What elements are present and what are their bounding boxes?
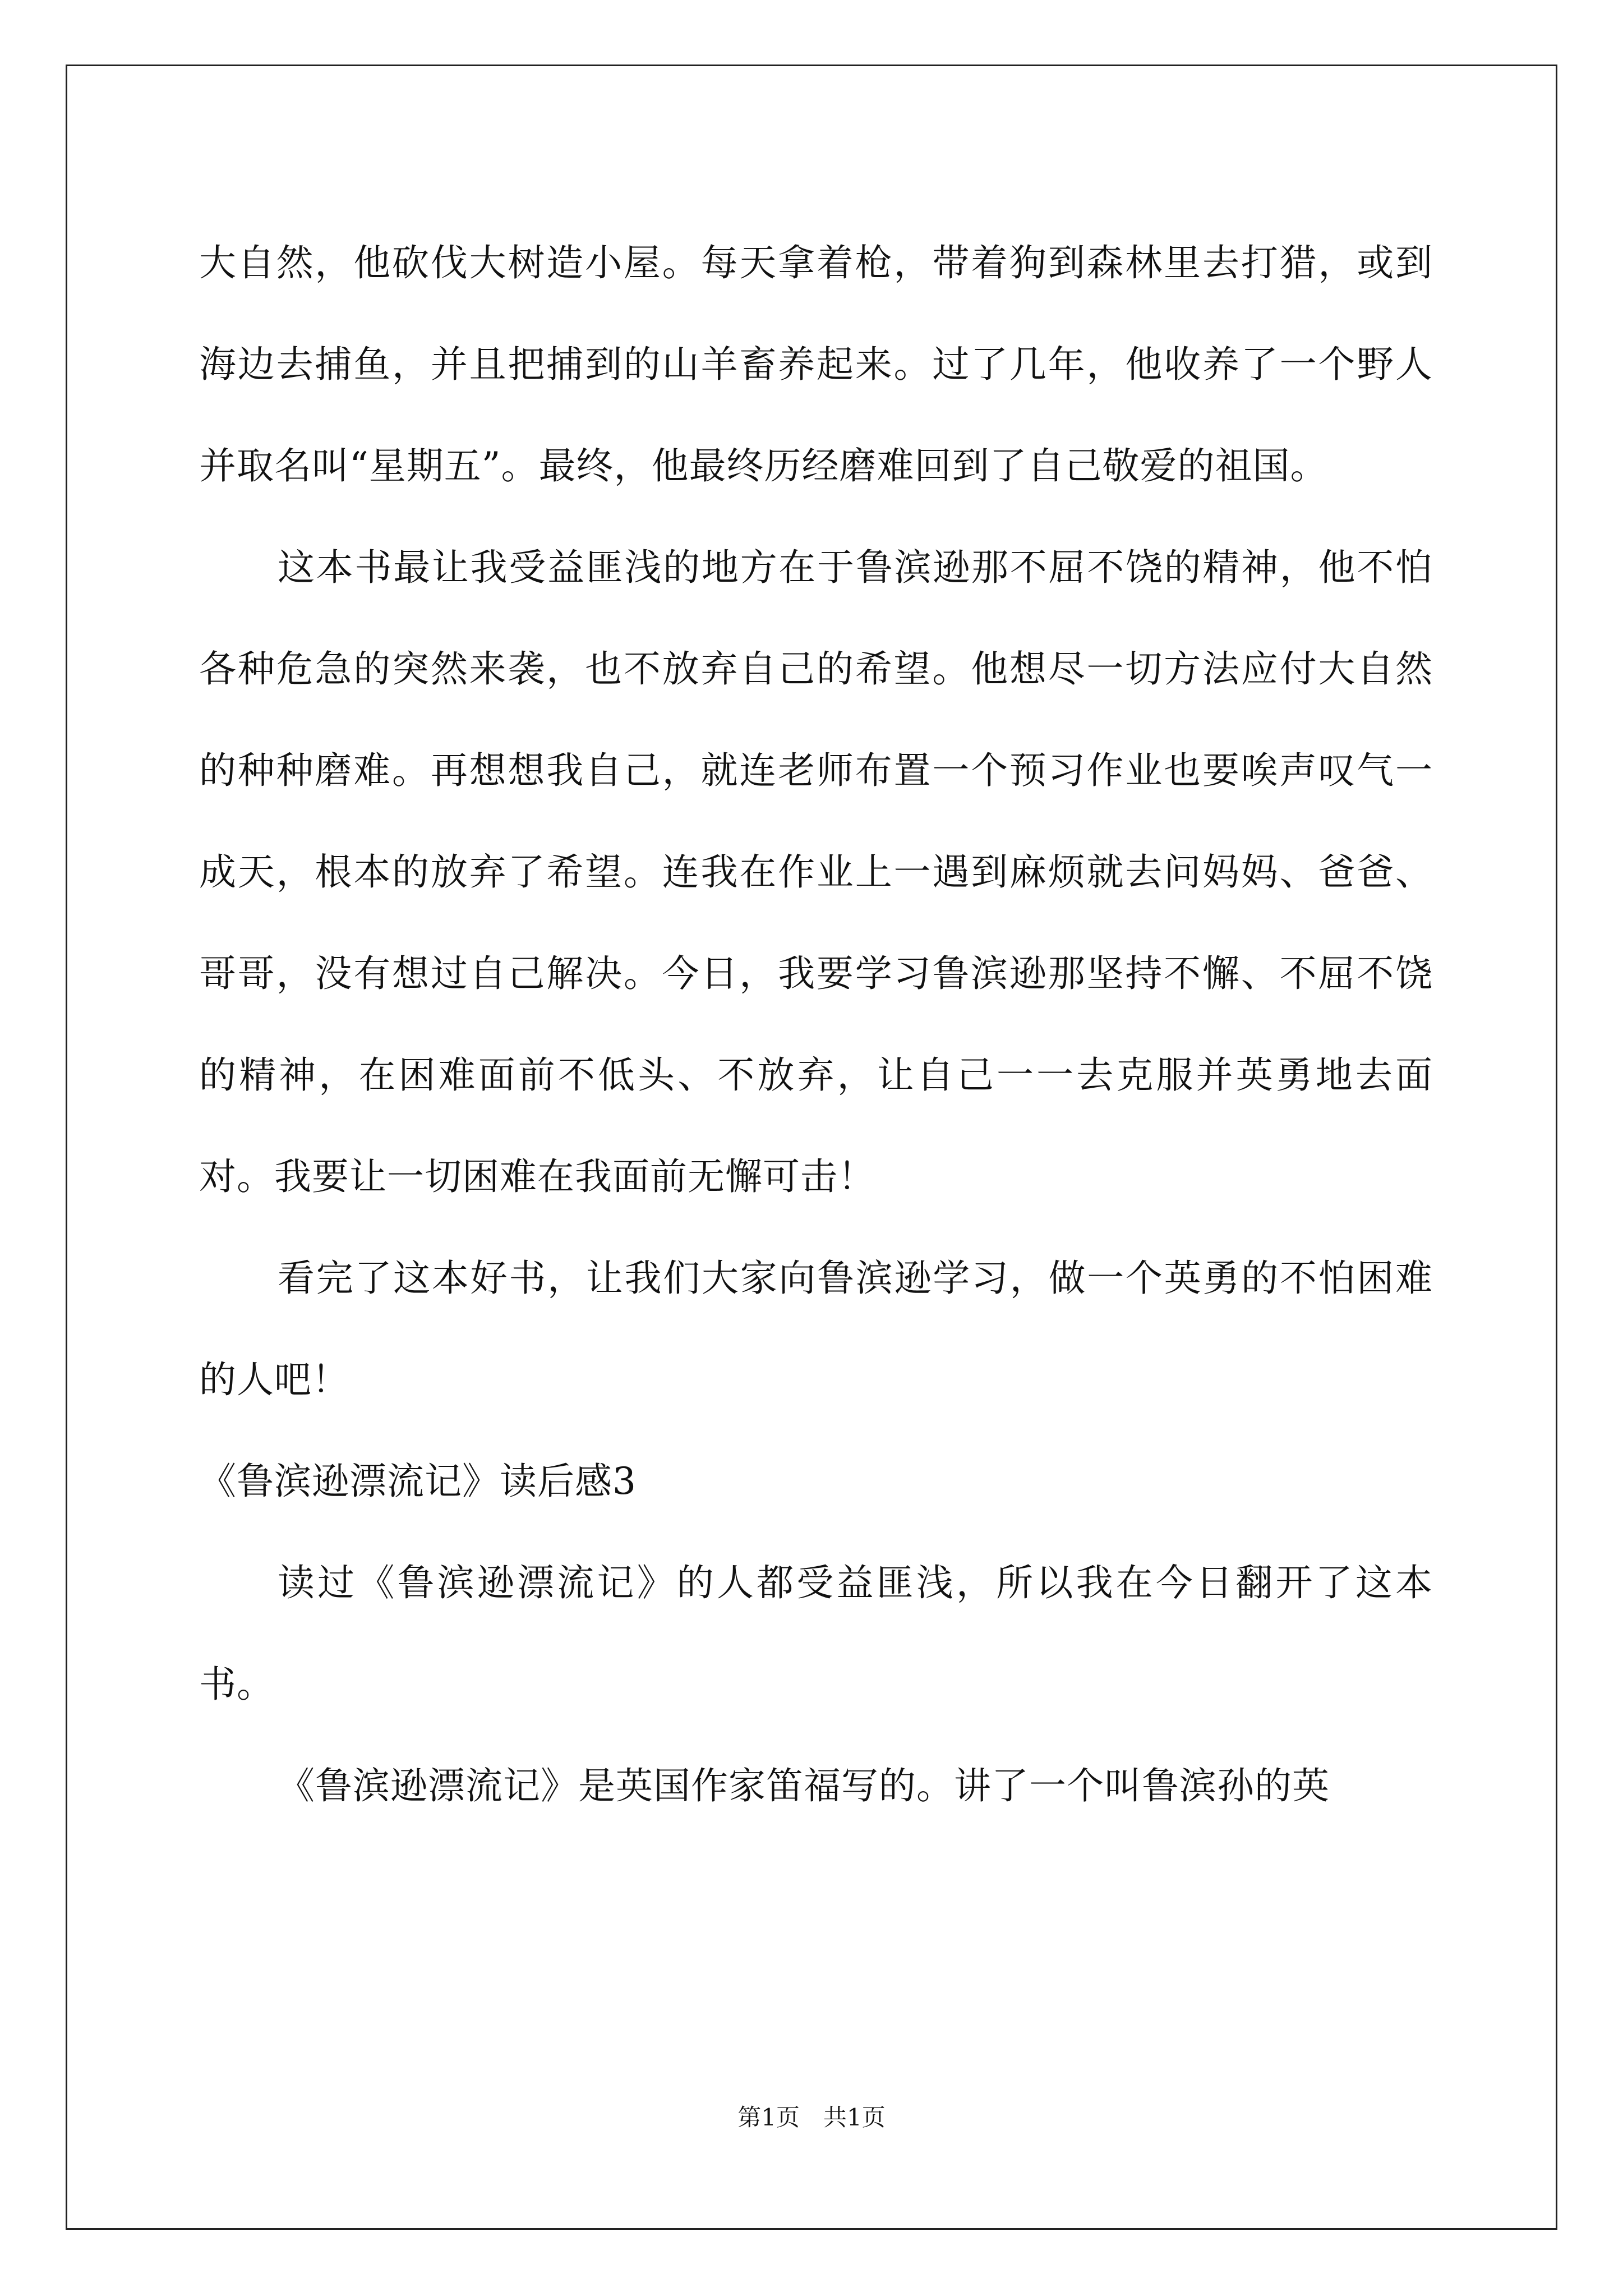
page-footer: 第1页 共1页 [737,2104,886,2131]
paragraph-2: 这本书最让我受益匪浅的地方在于鲁滨逊那不屈不饶的精神，他不怕各种危急的突然来袭，也不放弃自己的希望。他想尽一切方法应付大自然的种种磨难。再想想我自己，就连老师布置一个预习作业也要唉声叹气一成天，根本的放弃了希望。连我在作业上一遇到麻烦就去问妈妈、爸爸、哥哥，没有想过自己解决。今日，我要学习鲁滨逊那坚持不懈、不屈不饶的精神，在困难面前不低头、不放弃，让自己一一去克服并英勇地去面对。我要让一切困难在我面前无懈可击！ [199,546,1433,1198]
paragraph-5: 《鲁滨逊漂流记》是英国作家笛福写的。讲了一个叫鲁滨孙的英 [278,1764,1330,1807]
paragraph-1: 大自然，他砍伐大树造小屋。每天拿着枪，带着狗到森林里去打猎，或到海边去捕鱼，并且把捕到的山羊畜养起来。过了几年，他收养了一个野人并取名叫“星期五”。最终，他最终历经磨难回到了自己敬爱的祖国。 [199,241,1433,487]
document-body [199,212,1433,1837]
section-heading: 《鲁滨逊漂流记》读后感3 [199,1460,637,1503]
paragraph-3: 看完了这本好书，让我们大家向鲁滨逊学习，做一个英勇的不怕困难的人吧！ [199,1257,1433,1401]
paragraph-4: 读过《鲁滨逊漂流记》的人都受益匪浅，所以我在今日翻开了这本书。 [199,1561,1433,1706]
